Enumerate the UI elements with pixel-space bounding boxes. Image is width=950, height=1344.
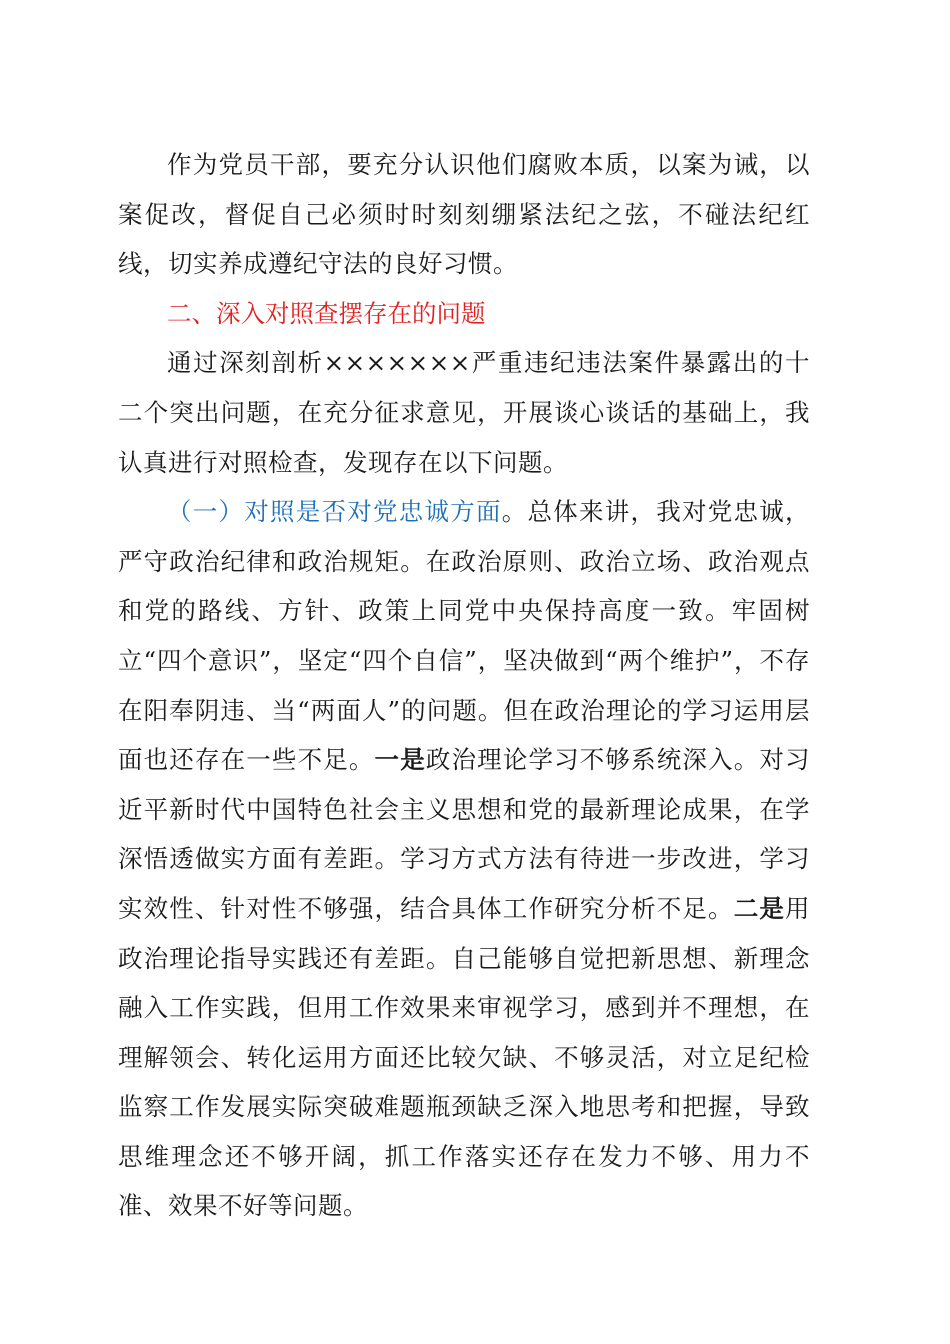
point-two-text: 用政治理论指导实践还有差距。自己能够自觉把新思想、新理念融入工作实践，但用工作效果来审视学习，感到并不理想，在理解领会、转化运用方面还比较欠缺、不够灵活，对立足纪检监察工作发展实际突破难题瓶颈缺乏深入地思考和把握，导致思维理念还不够开阔，抓工作落实还存在发力不够、用力不准、效果不好等问题。 bbox=[118, 893, 811, 1221]
document-page bbox=[118, 140, 810, 1231]
paragraph-loyalty bbox=[118, 487, 810, 1231]
point-two-label: 二是 bbox=[733, 893, 786, 923]
paragraph-conclusion: 作为党员干部，要充分认识他们腐败本质，以案为诫，以案促改，督促自己必须时时刻刻绷紧法纪之弦，不碰法纪红线，切实养成遵纪守法的良好习惯。 bbox=[118, 150, 810, 279]
paragraph-intro: 通过深刻剖析×××××××严重违纪违法案件暴露出的十二个突出问题，在充分征求意见，开展谈心谈话的基础上，我认真进行对照检查，发现存在以下问题。 bbox=[118, 348, 810, 477]
section-heading: 二、深入对照查摆存在的问题 bbox=[167, 298, 486, 328]
loyalty-intro-text: 。总体来讲，我对党忠诚，严守政治纪律和政治规矩。在政治原则、政治立场、政治观点和党的路线、方针、政策上同党中央保持高度一致。牢固树立“四个意识”，坚定“四个自信”，坚决做到“两个维护”，不存在阳奉阴违、当“两面人”的问题。但在政治理论的学习运用层面也还存在一些不足。 bbox=[118, 497, 810, 775]
point-one-text: 政治理论学习不够系统深入。对习近平新时代中国特色社会主义思想和党的最新理论成果，在学深悟透做实方面有差距。学习方式方法有待进一步改进，学习实效性、针对性不够强，结合具体工作研究分析不足。 bbox=[118, 745, 811, 923]
point-one-label: 一是 bbox=[374, 745, 426, 775]
subsection-heading: （一）对照是否对党忠诚方面 bbox=[167, 497, 502, 527]
